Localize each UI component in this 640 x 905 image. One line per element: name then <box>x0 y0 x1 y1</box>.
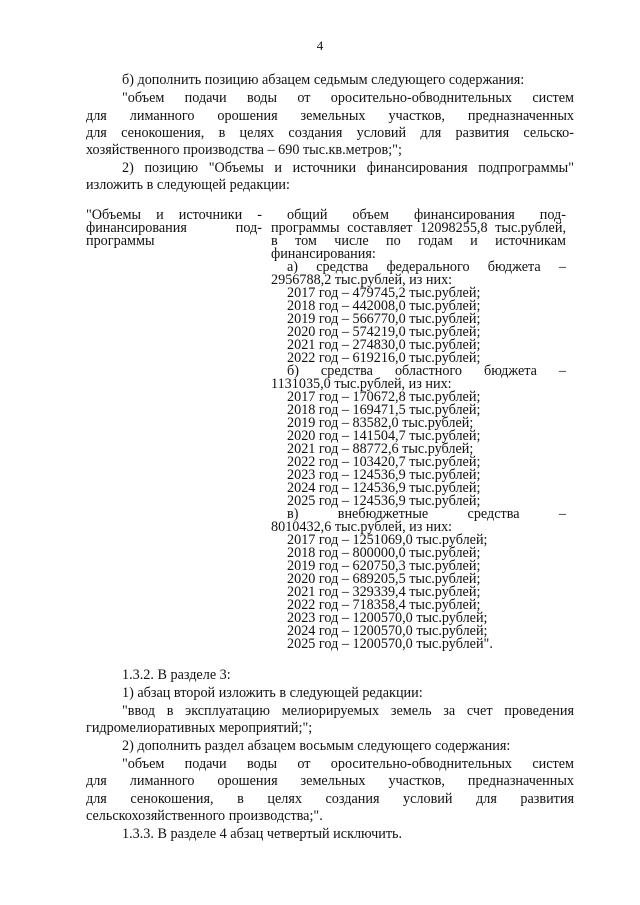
federal-header-line: 2956788,2 тыс.рублей, из них: <box>271 272 453 288</box>
quote-line: хозяйственного производства – 690 тыс.кв.метров;"; <box>86 142 402 158</box>
regional-year-line: 2018 год – 169471,5 тыс.рублей; <box>287 402 481 418</box>
table-left-cell-line: финансирования под- <box>86 220 262 236</box>
extra-year-line: 2023 год – 1200570,0 тыс.рублей; <box>287 610 488 626</box>
paragraph-line: б) дополнить позицию абзацем седьмым следующего содержания: <box>122 72 525 88</box>
table-right-cell-line: финансирования: <box>271 246 376 262</box>
extra-year-line: 2018 год – 800000,0 тыс.рублей; <box>287 545 481 561</box>
regional-year-line: 2019 год – 83582,0 тыс.рублей; <box>287 415 474 431</box>
regional-year-line: 2024 год – 124536,9 тыс.рублей; <box>287 480 481 496</box>
quote-line: для сенокошения, в целях создания условий для развития сельско- <box>86 125 574 141</box>
extra-year-line: 2017 год – 1251069,0 тыс.рублей; <box>287 532 488 548</box>
extra-header-line: 8010432,6 тыс.рублей, из них: <box>271 519 453 535</box>
paragraph-line: 1) абзац второй изложить в следующей редакции: <box>122 685 423 701</box>
section-heading: 1.3.2. В разделе 3: <box>122 667 231 683</box>
regional-year-line: 2017 год – 170672,8 тыс.рублей; <box>287 389 481 405</box>
table-left-cell-line: программы <box>86 233 155 249</box>
regional-year-line: 2020 год – 141504,7 тыс.рублей; <box>287 428 481 444</box>
quote-line: для сенокошения, в целях создания условий для развития <box>86 791 574 807</box>
federal-header-line: а) средства федерального бюджета – <box>287 259 566 275</box>
paragraph-line: 2) дополнить раздел абзацем восьмым следующего содержания: <box>122 738 511 754</box>
extra-year-line: 2024 год – 1200570,0 тыс.рублей; <box>287 623 488 639</box>
table-right-cell-line: общий объем финансирования под- <box>287 207 566 223</box>
table-right-cell-line: в том числе по годам и источникам <box>271 233 566 249</box>
federal-year-line: 2021 год – 274830,0 тыс.рублей; <box>287 337 481 353</box>
paragraph-line: изложить в следующей редакции: <box>86 177 290 193</box>
extra-year-line: 2020 год – 689205,5 тыс.рублей; <box>287 571 481 587</box>
regional-year-line: 2023 год – 124536,9 тыс.рублей; <box>287 467 481 483</box>
quote-line: гидромелиоративных мероприятий;"; <box>86 720 313 736</box>
extra-year-line: 2022 год – 718358,4 тыс.рублей; <box>287 597 481 613</box>
federal-year-line: 2022 год – 619216,0 тыс.рублей; <box>287 350 481 366</box>
extra-year-line: 2019 год – 620750,3 тыс.рублей; <box>287 558 481 574</box>
section-heading: 1.3.3. В разделе 4 абзац четвертый исключить. <box>122 826 403 842</box>
federal-year-line: 2018 год – 442008,0 тыс.рублей; <box>287 298 481 314</box>
regional-header-line: б) средства областного бюджета – <box>287 363 566 379</box>
regional-year-line: 2025 год – 124536,9 тыс.рублей; <box>287 493 481 509</box>
extra-year-line: 2021 год – 329339,4 тыс.рублей; <box>287 584 481 600</box>
quote-line: "ввод в эксплуатацию мелиорируемых земель за счет проведения <box>122 703 574 719</box>
quote-line: для лиманного орошения земельных участков, предназначенных <box>86 108 574 124</box>
quote-line: "объем подачи воды от оросительно-обводнительных систем <box>122 756 574 772</box>
page-number: 4 <box>316 38 324 53</box>
extra-header-line: в) внебюджетные средства – <box>287 506 566 522</box>
federal-year-line: 2019 год – 566770,0 тыс.рублей; <box>287 311 481 327</box>
paragraph-line: 2) позицию "Объемы и источники финансирования подпрограммы" <box>122 160 574 176</box>
regional-header-line: 1131035,0 тыс.рублей, из них: <box>271 376 452 392</box>
federal-year-line: 2020 год – 574219,0 тыс.рублей; <box>287 324 481 340</box>
extra-year-line: 2025 год – 1200570,0 тыс.рублей". <box>287 636 493 652</box>
table-right-cell-line: программы составляет 12098255,8 тыс.рублей, <box>271 220 566 236</box>
quote-line: "объем подачи воды от оросительно-обводнительных систем <box>122 90 574 106</box>
regional-year-line: 2022 год – 103420,7 тыс.рублей; <box>287 454 481 470</box>
quote-line: сельскохозяйственного производства;". <box>86 808 323 824</box>
quote-line: для лиманного орошения земельных участков, предназначенных <box>86 773 574 789</box>
federal-year-line: 2017 год – 479745,2 тыс.рублей; <box>287 285 481 301</box>
table-left-cell-line: "Объемы и источники - <box>86 207 262 223</box>
regional-year-line: 2021 год – 88772,6 тыс.рублей; <box>287 441 474 457</box>
